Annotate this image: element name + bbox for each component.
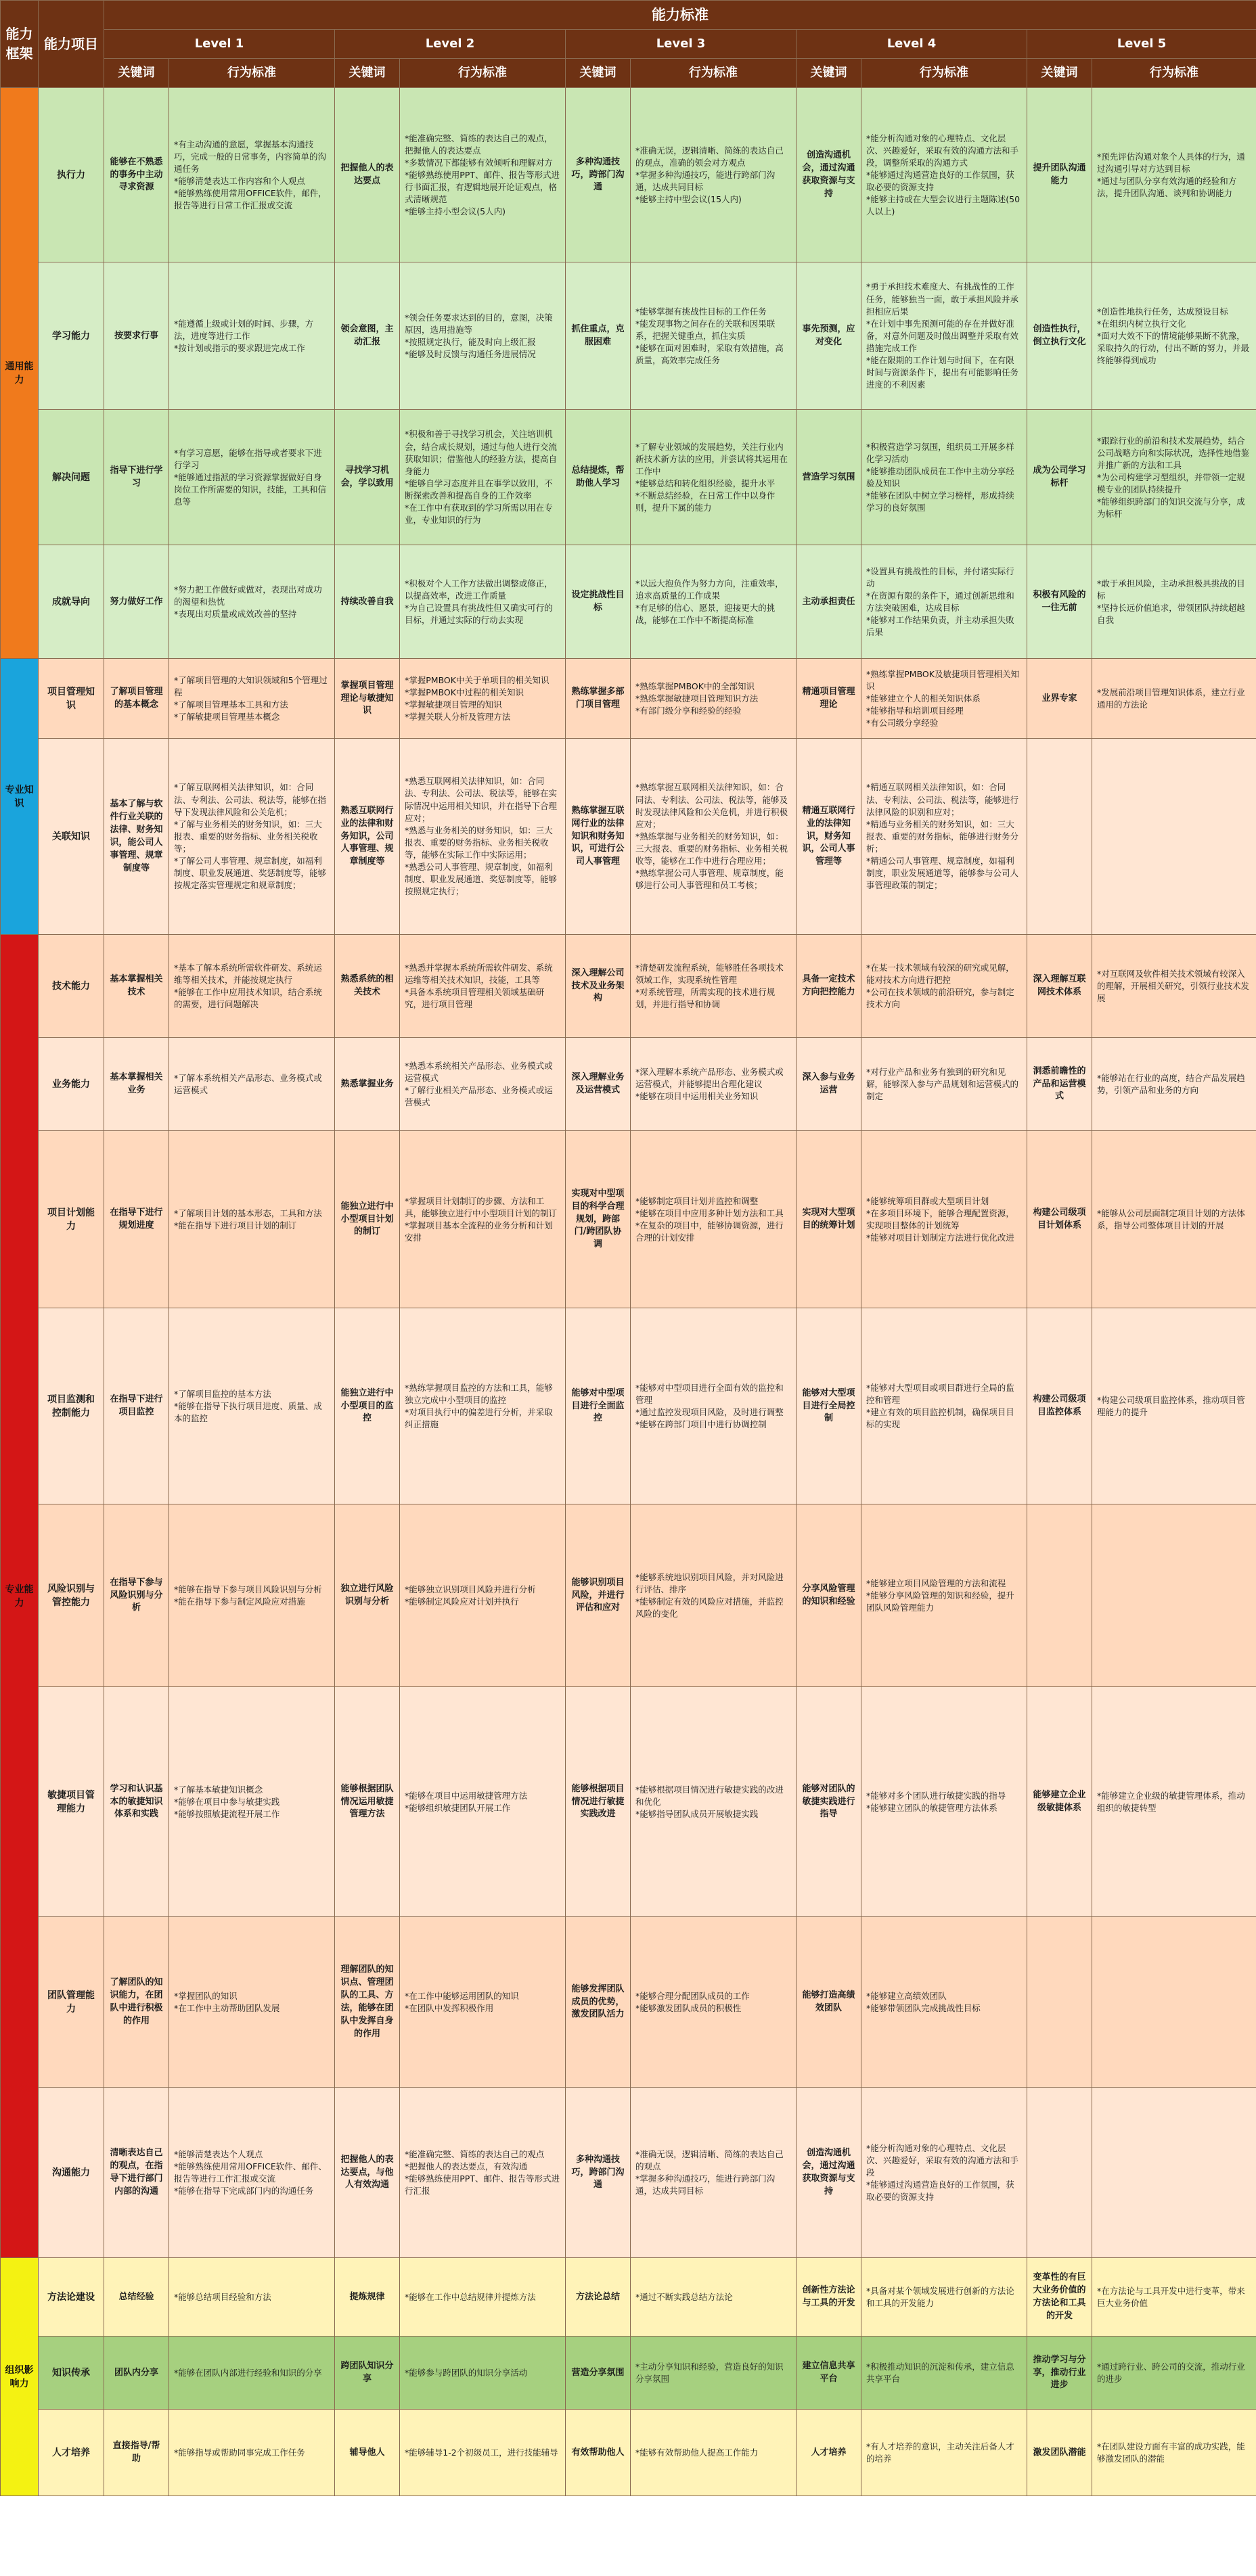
item-label: 业务能力	[39, 1038, 104, 1131]
behavior-cell: *预先评估沟通对象个人具体的行为，通过沟通引导对方达到目标 *通过与团队分享有效沟通的经验和方法，提升团队沟通、谈判和协调能力	[1092, 88, 1256, 262]
keyword-cell: 能独立进行中小型项目的监控	[335, 1308, 400, 1504]
keyword-cell: 能够在不熟悉的事务中主动寻求资源	[104, 88, 169, 262]
behavior-cell	[1092, 1504, 1256, 1687]
behavior-cell: *熟悉互联网相关法律知识，如：合同法、专利法、公司法、税法等，能够在实际情况中运用相关知识，并在指导下合理应对； *熟悉与业务相关的财务知识，如：三大报表、重要的财务指标、业务相关税收等，能够在实际工作中实际运用； *熟悉公司人事管理、规章制度，如福利制度、职业发展通道、奖惩制度等，能够按照规定执行；	[400, 739, 566, 935]
behavior-cell: *熟练掌握项目监控的方法和工具，能够独立完成中小型项目的监控 *对项目执行中的偏差进行分析，并采取纠正措施	[400, 1308, 566, 1504]
keyword-cell: 跨团队知识分享	[335, 2337, 400, 2410]
item-label: 项目计划能力	[39, 1131, 104, 1308]
behavior-cell: *努力把工作做好或做对，表现出对成功的渴望和热忱 *表现出对质量或成效改善的坚持	[169, 545, 335, 659]
keyword-cell: 理解团队的知识点、管理团队的工具、方法，能够在团队中发挥自身的作用	[335, 1917, 400, 2088]
behavior-cell: *创造性地执行任务，达成预设目标 *在组织内树立执行文化 *面对大效不下的情境能够果断不犹豫，采取持久的行动，付出不断的努力，并最终能够得到成功	[1092, 262, 1256, 410]
keyword-header: 关键词	[797, 59, 861, 88]
keyword-cell: 实现对大型项目的统筹计划	[797, 1131, 861, 1308]
table-row	[1, 2337, 1256, 2410]
behavior-cell: *能够掌握有挑战性目标的工作任务 *能发现事物之间存在的关联和因果联系，把握关键重点，抓住实质 *能够在面对困难时，采取有效措施，高质量，高效率完成任务	[631, 262, 797, 410]
keyword-cell: 基本了解与软件行业关联的法律、财务知识，能公司人事管理、规章制度等	[104, 739, 169, 935]
item-label: 团队管理能力	[39, 1917, 104, 2088]
behavior-cell: *能够清楚表达个人观点 *能够熟练使用常用OFFICE软件、邮件、报告等进行工作汇报或交流 *能够在指导下完成部门内的沟通任务	[169, 2088, 335, 2258]
behavior-cell: *能够建立项目风险管理的方法和流程 *能够分享风险管理的知识和经验，提升团队风险管理能力	[861, 1504, 1027, 1687]
behavior-cell: *有人才培养的意识，主动关注后备人才的培养	[861, 2410, 1027, 2496]
behavior-cell: *能够对中型项目进行全面有效的监控和管理 *通过监控发现项目风险，及时进行调整 *能够在跨部门项目中进行协调控制	[631, 1308, 797, 1504]
keyword-cell: 推动学习与分享，推动行业进步	[1027, 2337, 1092, 2410]
keyword-cell: 熟悉掌握业务	[335, 1038, 400, 1131]
table-row	[1, 410, 1256, 545]
behavior-cell: *熟练掌握PMBOK及敏捷项目管理相关知识 *能够建立个人的相关知识体系 *能够指导和培训项目经理 *有公司级分享经验	[861, 659, 1027, 739]
keyword-cell: 深入理解公司技术及业务架构	[566, 935, 631, 1038]
behavior-cell: *掌握PMBOK中关于单项目的相关知识 *掌握PMBOK中过程的相关知识 *掌握敏捷项目管理的知识 *掌握关联人分析及管理方法	[400, 659, 566, 739]
keyword-cell: 寻找学习机会，学以致用	[335, 410, 400, 545]
behavior-cell: *能够统筹项目群或大型项目计划 *在多项目环境下，能够合理配置资源，实现项目整体的计划统筹 *能够对项目计划制定方法进行优化改进	[861, 1131, 1027, 1308]
level-4-header: Level 4	[797, 30, 1027, 59]
behavior-cell: *构建公司级项目监控体系，推动项目管理能力的提升	[1092, 1308, 1256, 1504]
behavior-cell: *能够指导或帮助同事完成工作任务	[169, 2410, 335, 2496]
behavior-cell: *深入理解本系统产品形态、业务模式或运营模式，并能够提出合理化建议 *能够在项目中运用相关业务知识	[631, 1038, 797, 1131]
keyword-cell: 能独立进行中小型项目计划的制订	[335, 1131, 400, 1308]
keyword-cell: 能够发挥团队成员的优势，激发团队活力	[566, 1917, 631, 2088]
keyword-cell: 在指导下进行规划进度	[104, 1131, 169, 1308]
keyword-cell: 营造分享氛围	[566, 2337, 631, 2410]
keyword-header: 关键词	[566, 59, 631, 88]
keyword-cell: 事先预测，应对变化	[797, 262, 861, 410]
keyword-cell: 能够建立企业级敏捷体系	[1027, 1687, 1092, 1917]
keyword-cell: 实现对中型项目的科学合理规划，跨部门/跨团队协调	[566, 1131, 631, 1308]
behavior-cell: *能够根据项目情况进行敏捷实践的改进和优化 *能够指导团队成员开展敏捷实践	[631, 1687, 797, 1917]
keyword-cell: 学习和认识基本的敏捷知识体系和实践	[104, 1687, 169, 1917]
table-row	[1, 1308, 1256, 1504]
item-label: 成就导向	[39, 545, 104, 659]
behavior-cell: *熟练掌握PMBOK中的全部知识 *熟练掌握敏捷项目管理知识方法 *有部门级分享和经验的经验	[631, 659, 797, 739]
keyword-cell	[1027, 1917, 1092, 2088]
keyword-cell: 设定挑战性目标	[566, 545, 631, 659]
level-2-header: Level 2	[335, 30, 566, 59]
keyword-cell: 主动承担责任	[797, 545, 861, 659]
item-label: 技术能力	[39, 935, 104, 1038]
behavior-cell: *了解项目管理的大知识领域和5个管理过程 *了解项目管理基本工具和方法 *了解敏捷项目管理基本概念	[169, 659, 335, 739]
behavior-cell	[1092, 2088, 1256, 2258]
keyword-header: 关键词	[104, 59, 169, 88]
behavior-cell: *积极和善于寻找学习机会，关注培训机会，结合成长规划，通过与他人进行交流获取知识；借鉴他人的经验方法，提高自身能力 *能够自学习态度并且在事学以致用，不断探索改善和提高自身的工作效率 *在工作中有获取到的学习所需以用在专业，专业知识的行为	[400, 410, 566, 545]
behavior-cell: *在方法论与工具开发中进行变革，带来巨大业务价值	[1092, 2258, 1256, 2337]
keyword-cell: 人才培养	[797, 2410, 861, 2496]
behavior-cell: *清楚研发流程系统，能够胜任各项技术领域工作，实现系统性管理 *对系统管理，所需实现的技术进行规划，并进行指导和协调	[631, 935, 797, 1038]
category-label: 通用能力	[1, 88, 39, 659]
behavior-cell: *熟悉本系统相关产品形态、业务模式或运营模式 *了解行业相关产品形态、业务模式或运营模式	[400, 1038, 566, 1131]
behavior-cell: *主动分享知识和经验，营造良好的知识分享氛围	[631, 2337, 797, 2410]
keyword-cell: 能够根据项目情况进行敏捷实践改进	[566, 1687, 631, 1917]
keyword-cell	[1027, 739, 1092, 935]
behavior-cell: *在团队建设方面有丰富的成功实践，能够激发团队的潜能	[1092, 2410, 1256, 2496]
keyword-cell: 基本掌握相关业务	[104, 1038, 169, 1131]
keyword-cell: 直接指导/帮助	[104, 2410, 169, 2496]
keyword-cell: 能够根据团队情况运用敏捷管理方法	[335, 1687, 400, 1917]
keyword-cell: 基本掌握相关技术	[104, 935, 169, 1038]
level-5-header: Level 5	[1027, 30, 1256, 59]
keyword-cell: 深入理解互联网技术体系	[1027, 935, 1092, 1038]
behavior-cell: *敢于承担风险，主动承担极具挑战的目标 *坚持长远价值追求，带领团队持续超越自我	[1092, 545, 1256, 659]
behavior-cell: *能够在指导下参与项目风险识别与分析 *能在指导下参与制定风险应对措施	[169, 1504, 335, 1687]
behavior-cell: *有学习意愿，能够在指导或者要求下进行学习 *能够通过指派的学习资源掌握做好自身岗位工作所需要的知识，技能，工具和信息等	[169, 410, 335, 545]
keyword-cell: 团队内分享	[104, 2337, 169, 2410]
behavior-cell	[1092, 739, 1256, 935]
behavior-cell: *具备对某个领域发展进行创新的方法论和工具的开发能力	[861, 2258, 1027, 2337]
behavior-cell: *能准确完整、简练的表达自己的观点 *把握他人的表达要点，有效沟通 *能够熟练使用PPT、邮件、报告等形式进行汇报	[400, 2088, 566, 2258]
keyword-cell: 按要求行事	[104, 262, 169, 410]
behavior-cell: *领会任务要求达到的目的，意图，决策原因，选用措施等 *按照规定执行，能及时向上级汇报 *能够及时反馈与沟通任务进展情况	[400, 262, 566, 410]
table-row	[1, 2410, 1256, 2496]
item-label: 关联知识	[39, 739, 104, 935]
table-row	[1, 88, 1256, 262]
table-row	[1, 1917, 1256, 2088]
keyword-cell: 精通项目管理理论	[797, 659, 861, 739]
table-row	[1, 262, 1256, 410]
keyword-cell: 了解团队的知识能力，在团队中进行积极的作用	[104, 1917, 169, 2088]
behavior-cell: *掌握团队的知识 *在工作中主动帮助团队发展	[169, 1917, 335, 2088]
behavior-cell: *勇于承担技术难度大、有挑战性的工作任务，能够独当一面，敢于承担风险并承担相应后果 *在计划中事先预测可能的存在并做好准备，对意外问题及时做出调整并采取有效措施完成工作 *能在限期的工作计划与时间下，在有限时间与资源条件下，提出有可能影响任务进度的不利因素	[861, 262, 1027, 410]
keyword-cell: 建立信息共享平台	[797, 2337, 861, 2410]
keyword-cell: 激发团队潜能	[1027, 2410, 1092, 2496]
keyword-cell: 方法论总结	[566, 2258, 631, 2337]
keyword-cell: 构建公司级项目监控体系	[1027, 1308, 1092, 1504]
keyword-cell: 总结提炼，帮助他人学习	[566, 410, 631, 545]
item-label: 沟通能力	[39, 2088, 104, 2258]
behavior-cell: *有主动沟通的意愿，掌握基本沟通技巧，完成一般的日常事务，内容简单的沟通任务 *能够清楚表达工作内容和个人观点 *能够熟练使用常用OFFICE软件，邮件，报告等进行日常工作汇报或交流	[169, 88, 335, 262]
keyword-cell: 把握他人的表达要点	[335, 88, 400, 262]
category-label: 专业知识	[1, 659, 39, 935]
keyword-cell: 熟悉系统的相关技术	[335, 935, 400, 1038]
keyword-cell	[1027, 1504, 1092, 1687]
behavior-header: 行为标准	[400, 59, 566, 88]
behavior-cell: *能够合理分配团队成员的工作 *能够激发团队成员的积极性	[631, 1917, 797, 2088]
behavior-cell: *能够在团队内部进行经验和知识的分享	[169, 2337, 335, 2410]
item-label: 项目监测和控制能力	[39, 1308, 104, 1504]
item-label: 方法论建设	[39, 2258, 104, 2337]
behavior-cell: *能分析沟通对象的心理特点、文化层次、兴趣爱好，采取有效的沟通方法和手段，调整所采取的沟通方式 *能够通过沟通营造良好的工作氛围，获取必要的资源支持 *能够主持或在大型会议进行主题陈述(50人以上)	[861, 88, 1027, 262]
table-body	[1, 88, 1256, 2496]
keyword-cell: 洞悉前瞻性的产品和运营模式	[1027, 1038, 1092, 1131]
behavior-cell: *能够建立高绩效团队 *能够带领团队完成挑战性目标	[861, 1917, 1027, 2088]
keyword-cell: 创造性执行，倒立执行文化	[1027, 262, 1092, 410]
behavior-cell: *在某一技术领域有较深的研究或见解，能对技术方向进行把控 *公司在技术领域的前沿研究，参与制定技术方向	[861, 935, 1027, 1038]
table-row	[1, 2088, 1256, 2258]
keyword-cell: 努力做好工作	[104, 545, 169, 659]
keyword-header: 关键词	[1027, 59, 1092, 88]
keyword-cell: 总结经验	[104, 2258, 169, 2337]
keyword-cell: 积极有风险的一往无前	[1027, 545, 1092, 659]
keyword-cell: 变革性的有巨大业务价值的方法论和工具的开发	[1027, 2258, 1092, 2337]
keyword-cell: 熟悉互联网行业的法律和财务知识，公司人事管理、规章制度等	[335, 739, 400, 935]
behavior-cell	[1092, 1917, 1256, 2088]
behavior-header: 行为标准	[1092, 59, 1256, 88]
keyword-cell: 创新性方法论与工具的开发	[797, 2258, 861, 2337]
keyword-cell: 领会意图，主动汇报	[335, 262, 400, 410]
behavior-header: 行为标准	[861, 59, 1027, 88]
keyword-cell: 能够对团队的敏捷实践进行指导	[797, 1687, 861, 1917]
keyword-cell: 成为公司学习标杆	[1027, 410, 1092, 545]
behavior-cell: *了解项目计划的基本形态，工具和方法 *能在指导下进行项目计划的制订	[169, 1131, 335, 1308]
keyword-cell: 创造沟通机会，通过沟通获取资源与支持	[797, 2088, 861, 2258]
behavior-cell: *了解基本敏捷知识概念 *能够在项目中参与敏捷实践 *能够按照敏捷流程开展工作	[169, 1687, 335, 1917]
behavior-cell: *能够独立识别项目风险并进行分析 *能够制定风险应对计划并执行	[400, 1504, 566, 1687]
behavior-cell: *能够参与跨团队的知识分享活动	[400, 2337, 566, 2410]
table-row	[1, 935, 1256, 1038]
keyword-cell: 抓住重点，克服困难	[566, 262, 631, 410]
behavior-cell: *熟练掌握互联网相关法律知识，如：合同法、专利法、公司法、税法等，能够及时发现法律风险和公关危机，并进行积极应对； *熟练掌握与业务相关的财务知识，如：三大报表、重要的财务指标、业务相关税收等，能够在工作中进行合理应用； *熟练掌握公司人事管理、规章制度，能够进行公司人事管理和员工考核；	[631, 739, 797, 935]
keyword-cell: 分享风险管理的知识和经验	[797, 1504, 861, 1687]
behavior-cell: *能够对多个团队进行敏捷实践的指导 *能够建立团队的敏捷管理方法体系	[861, 1687, 1027, 1917]
behavior-cell: *设置具有挑战性的目标，并付诸实际行动 *在资源有限的条件下，通过创新思维和方法突破困难，达成目标 *能够对工作结果负责，并主动承担失败后果	[861, 545, 1027, 659]
table-row	[1, 1504, 1256, 1687]
behavior-cell: *能够辅导1-2个初级员工，进行技能辅导	[400, 2410, 566, 2496]
behavior-cell: *在工作中能够运用团队的知识 *在团队中发挥积极作用	[400, 1917, 566, 2088]
keyword-cell: 了解项目管理的基本概念	[104, 659, 169, 739]
keyword-cell: 构建公司级项目计划体系	[1027, 1131, 1092, 1308]
table-row	[1, 545, 1256, 659]
keyword-cell: 熟练掌握互联网行业的法律知识和财务知识，可进行公司人事管理	[566, 739, 631, 935]
keyword-cell: 创造沟通机会，通过沟通获取资源与支持	[797, 88, 861, 262]
behavior-cell: *能够制定项目计划并监控和调整 *能够在项目中应用多种计划方法和工具 *在复杂的项目中，能够协调资源，进行合理的计划安排	[631, 1131, 797, 1308]
behavior-cell: *通过跨行业、跨公司的交流，推动行业的进步	[1092, 2337, 1256, 2410]
behavior-cell: *能够有效帮助他人提高工作能力	[631, 2410, 797, 2496]
behavior-cell: *能够在项目中运用敏捷管理方法 *能够组织敏捷团队开展工作	[400, 1687, 566, 1917]
behavior-header: 行为标准	[169, 59, 335, 88]
table-row	[1, 659, 1256, 739]
keyword-cell: 能够对中型项目进行全面监控	[566, 1308, 631, 1504]
keyword-cell: 业界专家	[1027, 659, 1092, 739]
item-header: 能力项目	[39, 1, 104, 88]
item-label: 解决问题	[39, 410, 104, 545]
keyword-cell: 把握他人的表达要点，与他人有效沟通	[335, 2088, 400, 2258]
item-label: 知识传承	[39, 2337, 104, 2410]
behavior-cell: *了解互联网相关法律知识，如：合同法、专利法、公司法、税法等，能够在指导下发现法律风险和公关危机； *了解与业务相关的财务知识，如：三大报表、重要的财务指标、业务相关税收等； *了解公司人事管理、规章制度，如福利制度、职业发展通道、奖惩制度等，能够按规定落实管理规定和规章制度；	[169, 739, 335, 935]
keyword-cell: 独立进行风险识别与分析	[335, 1504, 400, 1687]
item-label: 人才培养	[39, 2410, 104, 2496]
keyword-cell: 在指导下参与风险识别与分析	[104, 1504, 169, 1687]
behavior-cell: *基本了解本系统所需软件研发、系统运维等相关技术，并能按规定执行 *能够在工作中应用技术知识，结合系统的需要，进行问题解决	[169, 935, 335, 1038]
keyword-cell: 能够对大型项目进行全局控制	[797, 1308, 861, 1504]
keyword-cell: 辅导他人	[335, 2410, 400, 2496]
behavior-cell: *能准确完整、简练的表达自己的观点，把握他人的表达要点 *多数情况下都能够有效倾听和理解对方 *能够熟练使用PPT、邮件、报告等形式进行书面汇报，有逻辑地展开论证观点，格式清晰规范 *能够主持小型会议(5人内)	[400, 88, 566, 262]
keyword-cell: 提炼规律	[335, 2258, 400, 2337]
category-label: 专业能力	[1, 935, 39, 2258]
keyword-cell: 多种沟通技巧，跨部门沟通	[566, 88, 631, 262]
behavior-cell: *对互联网及软件相关技术领域有较深入的理解，开展相关研究，引领行业技术发展	[1092, 935, 1256, 1038]
behavior-cell: *能够站在行业的高度，结合产品发展趋势，引领产品和业务的方向	[1092, 1038, 1256, 1131]
keyword-cell: 能够打造高绩效团队	[797, 1917, 861, 2088]
behavior-cell: *积极推动知识的沉淀和传承，建立信息共享平台	[861, 2337, 1027, 2410]
keyword-cell: 持续改善自我	[335, 545, 400, 659]
category-label: 组织影响力	[1, 2258, 39, 2496]
behavior-cell: *能遵循上级或计划的时间、步骤，方法，进度等进行工作 *按计划或指示的要求跟进完成工作	[169, 262, 335, 410]
keyword-cell: 能够识别项目风险，并进行评估和应对	[566, 1504, 631, 1687]
keyword-cell: 精通互联网行业的法律知识，财务知识，公司人事管理等	[797, 739, 861, 935]
behavior-cell: *精通互联网相关法律知识，如：合同法、专利法、公司法、税法等，能够进行法律风险的识别和应对； *精通与业务相关的财务知识，如：三大报表、重要的财务指标，能够进行财务分析； *精通公司人事管理、规章制度，如福利制度，职业发展通道等，能够参与公司人事管理政策的制定；	[861, 739, 1027, 935]
behavior-cell: *了解专业领域的发展趋势，关注行业内新技术新方法的应用，并尝试将其运用在工作中 *能够总结和转化组织经验，提升水平 *不断总结经验，在日常工作中以身作则，提升下属的能力	[631, 410, 797, 545]
keyword-cell: 深入理解业务及运营模式	[566, 1038, 631, 1131]
behavior-header: 行为标准	[631, 59, 797, 88]
table-row	[1, 1687, 1256, 1917]
behavior-cell: *熟悉并掌握本系统所需软件研发、系统运维等相关技术知识，技能，工具等 *具备本系统项目管理相关领域基础研究，进行项目管理	[400, 935, 566, 1038]
table-row	[1, 2258, 1256, 2337]
keyword-cell: 多种沟通技巧，跨部门沟通	[566, 2088, 631, 2258]
keyword-cell: 深入参与业务运营	[797, 1038, 861, 1131]
keyword-cell: 清晰表达自己的观点，在指导下进行部门内部的沟通	[104, 2088, 169, 2258]
level-3-header: Level 3	[566, 30, 797, 59]
keyword-cell: 营造学习氛围	[797, 410, 861, 545]
keyword-cell: 提升团队沟通能力	[1027, 88, 1092, 262]
keyword-cell: 有效帮助他人	[566, 2410, 631, 2496]
behavior-cell: *准确无误，逻辑清晰、简练的表达自己的观点，准确的领会对方观点 *掌握多种沟通技巧，能进行跨部门沟通，达成共同目标 *能够主持中型会议(15人内)	[631, 88, 797, 262]
standard-header: 能力标准	[104, 1, 1256, 30]
behavior-cell: *发展前沿项目管理知识体系，建立行业通用的方法论	[1092, 659, 1256, 739]
item-label: 风险识别与管控能力	[39, 1504, 104, 1687]
behavior-cell: *能够建立企业级的敏捷管理体系，推动组织的敏捷转型	[1092, 1687, 1256, 1917]
table-row	[1, 739, 1256, 935]
level-1-header: Level 1	[104, 30, 335, 59]
keyword-cell: 在指导下进行项目监控	[104, 1308, 169, 1504]
behavior-cell: *积极对个人工作方法做出调整或修正，以提高效率，改进工作质量 *为自己设置具有挑战性但又确实可行的目标，并通过实际的行动去实现	[400, 545, 566, 659]
keyword-cell: 掌握项目管理理论与敏捷知识	[335, 659, 400, 739]
behavior-cell: *能够对大型项目或项目群进行全局的监控和管理 *建立有效的项目监控机制，确保项目目标的实现	[861, 1308, 1027, 1504]
table-row	[1, 1131, 1256, 1308]
behavior-cell: *能够从公司层面制定项目计划的方法体系，指导公司整体项目计划的开展	[1092, 1131, 1256, 1308]
framework-header: 能力框架	[1, 1, 39, 88]
item-label: 学习能力	[39, 262, 104, 410]
item-label: 执行力	[39, 88, 104, 262]
item-label: 项目管理知识	[39, 659, 104, 739]
table-row	[1, 1038, 1256, 1131]
behavior-cell: *能分析沟通对象的心理特点、文化层次、兴趣爱好，采取有效的沟通方法和手段 *能够通过沟通营造良好的工作氛围，获取必要的资源支持	[861, 2088, 1027, 2258]
behavior-cell: *跟踪行业的前沿和技术发展趋势，结合公司战略方向和实际状况，选择性地借鉴并推广新的方法和工具 *为公司构建学习型组织，并带领一定规模专业的团队持续提升 *能够组织跨部门的知识交流与分享，成为标杆	[1092, 410, 1256, 545]
behavior-cell: *了解本系统相关产品形态、业务模式或运营模式	[169, 1038, 335, 1131]
behavior-cell: *了解项目监控的基本方法 *能够在指导下执行项目进度、质量、成本的监控	[169, 1308, 335, 1504]
behavior-cell: *掌握项目计划制订的步骤、方法和工具，能够独立进行中小型项目计划的制订 *掌握项目基本全流程的业务分析和计划安排	[400, 1131, 566, 1308]
keyword-cell: 熟练掌握多部门项目管理	[566, 659, 631, 739]
behavior-cell: *能够在工作中总结规律并提炼方法	[400, 2258, 566, 2337]
keyword-cell	[1027, 2088, 1092, 2258]
keyword-cell: 具备一定技术方向把控能力	[797, 935, 861, 1038]
item-label: 敏捷项目管理能力	[39, 1687, 104, 1917]
behavior-cell: *能够总结项目经验和方法	[169, 2258, 335, 2337]
keyword-cell: 指导下进行学习	[104, 410, 169, 545]
behavior-cell: *能够系统地识别项目风险，并对风险进行评估、排序 *能够制定有效的风险应对措施，并监控风险的变化	[631, 1504, 797, 1687]
behavior-cell: *以远大抱负作为努力方向，注重效率，追求高质量的工作成果 *有足够的信心、愿景，迎接更大的挑战，能够在工作中不断提高标准	[631, 545, 797, 659]
behavior-cell: *准确无误，逻辑清晰、简练的表达自己的观点 *掌握多种沟通技巧，能进行跨部门沟通，达成共同目标	[631, 2088, 797, 2258]
behavior-cell: *通过不断实践总结方法论	[631, 2258, 797, 2337]
keyword-header: 关键词	[335, 59, 400, 88]
behavior-cell: *积极营造学习氛围，组织员工开展多样化学习活动 *能够推动团队成员在工作中主动分享经验及知识 *能够在团队中树立学习榜样，形成持续学习的良好氛围	[861, 410, 1027, 545]
behavior-cell: *对行业产品和业务有独到的研究和见解，能够深入参与产品规划和运营模式的制定	[861, 1038, 1027, 1131]
